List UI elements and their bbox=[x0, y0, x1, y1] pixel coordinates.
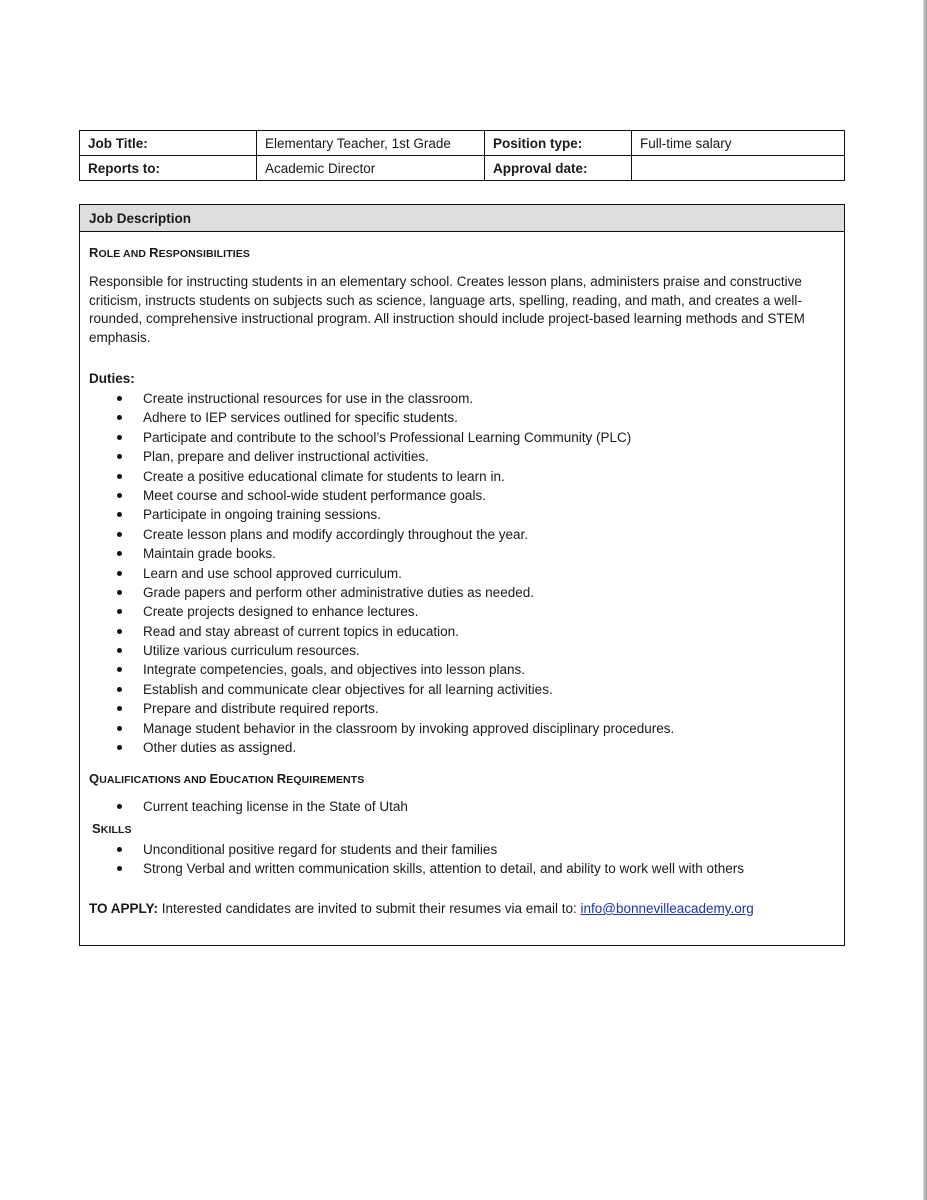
duty-item-text: Integrate competencies, goals, and objectives into lesson plans. bbox=[143, 662, 525, 678]
bullet-icon bbox=[117, 745, 122, 750]
duty-item bbox=[89, 602, 829, 621]
duty-item-text: Learn and use school approved curriculum. bbox=[143, 565, 402, 581]
page-edge bbox=[923, 0, 927, 1200]
reports-to-value: Academic Director bbox=[257, 156, 485, 181]
approval-date-value bbox=[632, 156, 845, 181]
duty-item bbox=[89, 389, 829, 408]
duty-item-text: Create instructional resources for use in the classroom. bbox=[143, 391, 474, 406]
duty-item bbox=[89, 564, 829, 583]
bullet-icon bbox=[117, 847, 122, 852]
duty-item-text: Prepare and distribute required reports. bbox=[143, 701, 379, 717]
duty-item-text: Participate in ongoing training sessions. bbox=[143, 507, 381, 523]
duty-item bbox=[89, 505, 829, 524]
qualification-item-text: Current teaching license in the State of Utah bbox=[143, 799, 408, 814]
header-row-1 bbox=[80, 131, 845, 156]
duty-item bbox=[89, 408, 829, 427]
duty-item bbox=[89, 467, 829, 486]
duty-item-text: Utilize various curriculum resources. bbox=[143, 643, 360, 659]
duty-item bbox=[89, 699, 829, 718]
bullet-icon bbox=[117, 493, 122, 498]
bullet-icon bbox=[117, 866, 122, 871]
approval-date-label: Approval date: bbox=[485, 156, 632, 181]
qualifications-list bbox=[89, 797, 408, 816]
bullet-icon bbox=[117, 396, 122, 401]
qualifications-title: QUALIFICATIONS AND EDUCATION REQUIREMENTS bbox=[89, 771, 365, 786]
duty-item-text: Establish and communicate clear objectives for all learning activities. bbox=[143, 681, 553, 697]
duty-item bbox=[89, 719, 829, 738]
duty-item-text: Manage student behavior in the classroom by invoking approved disciplinary procedures. bbox=[143, 720, 675, 736]
apply-email-link[interactable]: info@bonnevilleacademy.org bbox=[580, 901, 754, 916]
skill-item bbox=[89, 840, 744, 859]
bullet-icon bbox=[117, 512, 122, 517]
duty-item bbox=[89, 622, 829, 641]
bullet-icon bbox=[117, 571, 122, 576]
bullet-icon bbox=[117, 609, 122, 614]
bullet-icon bbox=[117, 551, 122, 556]
job-description-heading: Job Description bbox=[80, 205, 844, 232]
duties-list bbox=[89, 389, 829, 757]
reports-to-label: Reports to: bbox=[80, 156, 257, 181]
header-row-2 bbox=[80, 156, 845, 181]
bullet-icon bbox=[117, 706, 122, 711]
duty-item-text: Participate and contribute to the school’s Professional Learning Community (PLC) bbox=[143, 429, 632, 445]
bullet-icon bbox=[117, 687, 122, 692]
duty-item bbox=[89, 486, 829, 505]
qualification-item bbox=[89, 797, 408, 816]
duty-item-text: Read and stay abreast of current topics in education. bbox=[143, 623, 459, 639]
duty-item bbox=[89, 641, 829, 660]
skill-item-text: Unconditional positive regard for students and their families bbox=[143, 842, 498, 857]
duty-item bbox=[89, 428, 829, 447]
bullet-icon bbox=[117, 648, 122, 653]
bullet-icon bbox=[117, 629, 122, 634]
bullet-icon bbox=[117, 532, 122, 537]
apply-text: Interested candidates are invited to submit their resumes via email to: bbox=[158, 901, 581, 916]
bullet-icon bbox=[117, 667, 122, 672]
skill-item bbox=[89, 859, 744, 878]
duty-item bbox=[89, 660, 829, 679]
duty-item bbox=[89, 680, 829, 699]
duty-item bbox=[89, 544, 829, 563]
duty-item bbox=[89, 447, 829, 466]
role-description: Responsible for instructing students in an elementary school. Creates lesson plans, administers praise and constructive criticism, instructs students on subjects such as science, language arts, spelling, reading, and math, and creates a well-rounded, comprehensive instructional program. All instruction should include project-based learning methods and STEM emphasis. bbox=[89, 274, 805, 346]
bullet-icon bbox=[117, 454, 122, 459]
duty-item-text: Meet course and school-wide student performance goals. bbox=[143, 487, 486, 503]
bullet-icon bbox=[117, 804, 122, 809]
bullet-icon bbox=[117, 590, 122, 595]
duties-label: Duties: bbox=[89, 371, 135, 386]
skills-title: SKILLS bbox=[92, 821, 132, 836]
duty-item-text: Plan, prepare and deliver instructional activities. bbox=[143, 449, 429, 465]
duty-item bbox=[89, 525, 829, 544]
apply-label: TO APPLY: bbox=[89, 901, 159, 916]
duty-item bbox=[89, 738, 829, 757]
duty-item-text: Maintain grade books. bbox=[143, 546, 276, 562]
role-responsibilities-title: ROLE AND RESPONSIBILITIES bbox=[89, 245, 250, 260]
duty-item-text: Grade papers and perform other administrative duties as needed. bbox=[143, 584, 534, 600]
duty-item-text: Adhere to IEP services outlined for specific students. bbox=[143, 410, 458, 426]
skill-item-text: Strong Verbal and written communication skills, attention to detail, and ability to work well with others bbox=[143, 861, 745, 877]
job-title-value: Elementary Teacher, 1st Grade bbox=[257, 131, 485, 156]
duty-item bbox=[89, 583, 829, 602]
skills-list bbox=[89, 840, 744, 879]
position-type-label: Position type: bbox=[485, 131, 632, 156]
job-description-box bbox=[79, 204, 845, 946]
duty-item-text: Create lesson plans and modify accordingly throughout the year. bbox=[143, 526, 528, 542]
apply-instructions bbox=[89, 901, 754, 916]
bullet-icon bbox=[117, 415, 122, 420]
bullet-icon bbox=[117, 474, 122, 479]
job-title-label: Job Title: bbox=[80, 131, 257, 156]
duty-item-text: Create a positive educational climate for students to learn in. bbox=[143, 468, 505, 484]
duty-item-text: Create projects designed to enhance lectures. bbox=[143, 604, 419, 620]
duty-item-text: Other duties as assigned. bbox=[143, 740, 297, 756]
bullet-icon bbox=[117, 435, 122, 440]
position-type-value: Full-time salary bbox=[632, 131, 845, 156]
job-header-table bbox=[79, 130, 845, 181]
bullet-icon bbox=[117, 726, 122, 731]
